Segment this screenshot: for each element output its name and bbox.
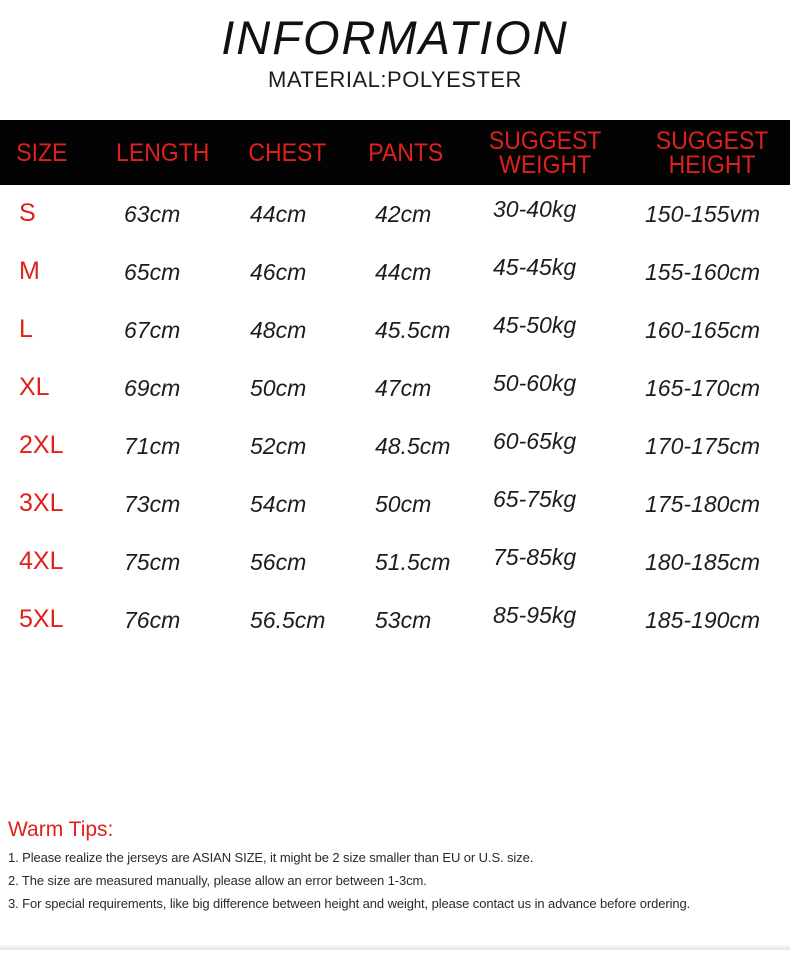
pants-value: 53cm	[375, 607, 432, 633]
height-value: 175-180cm	[645, 491, 761, 517]
table-row	[0, 486, 790, 547]
table-row	[0, 312, 790, 373]
header-weight-line1: SUGGEST	[488, 127, 602, 155]
header-height-line1: SUGGEST	[655, 127, 769, 155]
chest-value: 56cm	[250, 549, 307, 575]
chest-value: 46cm	[250, 259, 307, 285]
header-weight-line2: WEIGHT	[499, 151, 592, 179]
weight-value: 75-85kg	[493, 544, 577, 570]
table-header	[0, 120, 790, 185]
tip-item: 1. Please realize the jerseys are ASIAN SIZE, it might be 2 size smaller than EU or U.S. size.	[8, 850, 534, 865]
tip-item: 2. The size are measured manually, please allow an error between 1-3cm.	[8, 873, 427, 888]
pants-value: 47cm	[375, 375, 432, 401]
size-label: M	[19, 257, 40, 285]
pants-value: 42cm	[375, 201, 432, 227]
size-label: 5XL	[19, 605, 64, 633]
header-height-line2: HEIGHT	[668, 151, 756, 179]
chest-value: 44cm	[250, 201, 307, 227]
height-value: 180-185cm	[645, 549, 761, 575]
warm-tips-title: Warm Tips:	[8, 818, 114, 841]
size-label: 4XL	[19, 547, 64, 575]
weight-value: 65-75kg	[493, 486, 577, 512]
chest-value: 54cm	[250, 491, 307, 517]
length-value: 76cm	[124, 607, 181, 633]
height-value: 165-170cm	[645, 375, 761, 401]
table-row	[0, 428, 790, 489]
weight-value: 45-45kg	[493, 254, 577, 280]
pants-value: 45.5cm	[375, 317, 451, 343]
size-label: 3XL	[19, 489, 64, 517]
length-value: 69cm	[124, 375, 181, 401]
height-value: 185-190cm	[645, 607, 761, 633]
table-row	[0, 544, 790, 605]
table-row	[0, 370, 790, 431]
weight-value: 50-60kg	[493, 370, 577, 396]
header-suggest-height	[656, 129, 768, 177]
pants-value: 50cm	[375, 491, 432, 517]
size-label: S	[19, 199, 36, 227]
material-subtitle: MATERIAL:POLYESTER	[268, 67, 522, 92]
header-chest: CHEST	[248, 139, 327, 167]
pants-value: 48.5cm	[375, 433, 451, 459]
height-value: 170-175cm	[645, 433, 761, 459]
table-row	[0, 602, 790, 663]
header-size: SIZE	[16, 139, 68, 167]
chest-value: 50cm	[250, 375, 307, 401]
table-row	[0, 196, 790, 257]
length-value: 65cm	[124, 259, 181, 285]
height-value: 160-165cm	[645, 317, 761, 343]
length-value: 75cm	[124, 549, 181, 575]
header-length: LENGTH	[116, 139, 210, 167]
page-title: INFORMATION	[221, 11, 569, 64]
size-label: 2XL	[19, 431, 64, 459]
weight-value: 85-95kg	[493, 602, 577, 628]
pants-value: 51.5cm	[375, 549, 451, 575]
weight-value: 30-40kg	[493, 196, 577, 222]
bottom-divider	[0, 944, 790, 950]
chest-value: 52cm	[250, 433, 307, 459]
header-suggest-weight	[489, 129, 601, 177]
size-label: XL	[19, 373, 50, 401]
length-value: 71cm	[124, 433, 181, 459]
length-value: 67cm	[124, 317, 181, 343]
chest-value: 48cm	[250, 317, 307, 343]
weight-value: 60-65kg	[493, 428, 577, 454]
table-row	[0, 254, 790, 315]
pants-value: 44cm	[375, 259, 432, 285]
header-pants: PANTS	[368, 139, 444, 167]
height-value: 155-160cm	[645, 259, 761, 285]
height-value: 150-155vm	[645, 201, 761, 227]
length-value: 63cm	[124, 201, 181, 227]
size-label: L	[19, 315, 33, 343]
chest-value: 56.5cm	[250, 607, 326, 633]
weight-value: 45-50kg	[493, 312, 577, 338]
tip-item: 3. For special requirements, like big difference between height and weight, please contact us in advance before ordering.	[8, 896, 691, 911]
length-value: 73cm	[124, 491, 181, 517]
